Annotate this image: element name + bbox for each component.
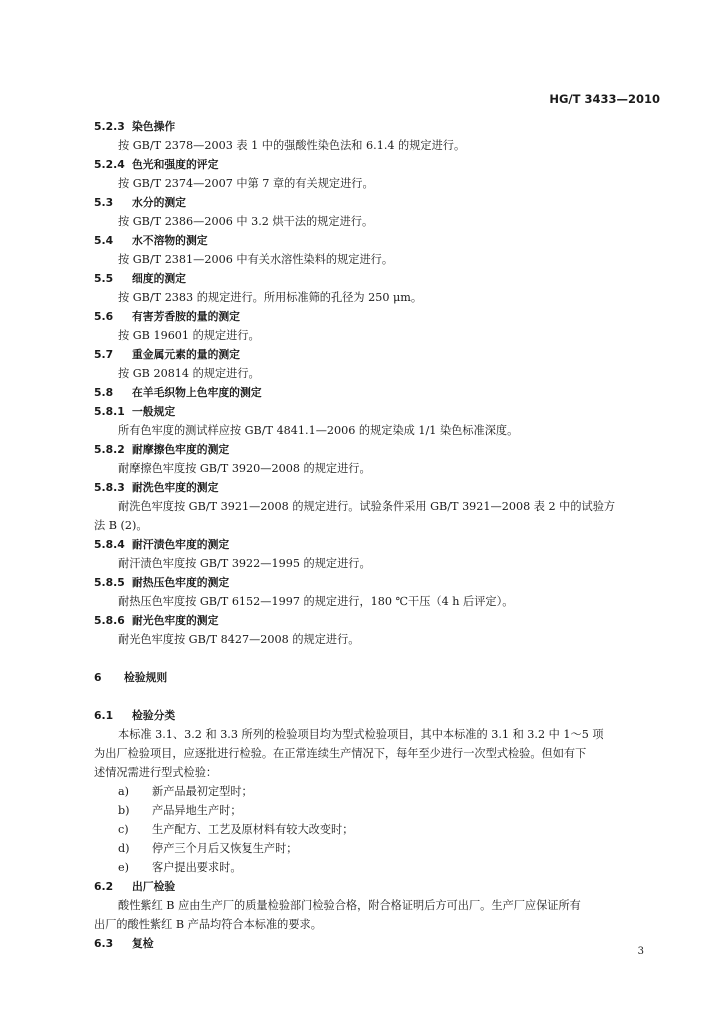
heading-title: 耐光色牢度的测定 xyxy=(132,614,219,627)
heading-5-6 xyxy=(94,307,660,326)
heading-title: 耐洗色牢度的测定 xyxy=(132,481,219,494)
heading-title: 出厂检验 xyxy=(132,880,176,893)
heading-5-8-5 xyxy=(94,573,660,592)
list-item xyxy=(94,801,660,820)
heading-5-5 xyxy=(94,269,660,288)
heading-number: 6.1 xyxy=(94,709,114,722)
heading-title: 一般规定 xyxy=(132,405,176,418)
heading-5-2-4 xyxy=(94,155,660,174)
list-item-text: 停产三个月后又恢复生产时； xyxy=(152,842,298,855)
list-item-text: 产品异地生产时； xyxy=(152,804,242,817)
paragraph: 按 GB/T 2381—2006 中有关水溶性染料的规定进行。 xyxy=(118,253,394,266)
paragraph: 按 GB 20814 的规定进行。 xyxy=(118,367,260,380)
paragraph-line: 耐洗色牢度按 GB/T 3921—2008 的规定进行。试验条件采用 GB/T 3921—2008 表 2 中的试验方 xyxy=(118,500,616,513)
paragraph: 按 GB/T 2386—2006 中 3.2 烘干法的规定进行。 xyxy=(118,215,374,228)
paragraph-line: 为出厂检验项目，应逐批进行检验。在正常连续生产情况下，每年至少进行一次型式检验。但如有下 xyxy=(94,747,587,760)
heading-5-8 xyxy=(94,383,660,402)
heading-number: 6.2 xyxy=(94,880,114,893)
list-item-label: d) xyxy=(118,842,130,855)
paragraph: 耐热压色牢度按 GB/T 6152—1997 的规定进行，180 ℃干压（4 h 后评定）。 xyxy=(118,595,514,608)
list-item xyxy=(94,782,660,801)
paragraph: 耐光色牢度按 GB/T 8427—2008 的规定进行。 xyxy=(118,633,360,646)
paragraph: 耐汗渍色牢度按 GB/T 3922—1995 的规定进行。 xyxy=(118,557,371,570)
heading-title: 检验规则 xyxy=(124,671,168,684)
heading-6-2 xyxy=(94,877,660,896)
heading-5-8-6 xyxy=(94,611,660,630)
document-code: HG/T 3433—2010 xyxy=(549,92,660,106)
heading-title: 水分的测定 xyxy=(132,196,186,209)
heading-5-8-3 xyxy=(94,478,660,497)
heading-title: 有害芳香胺的量的测定 xyxy=(132,310,240,323)
spacer xyxy=(94,649,660,668)
heading-number: 5.2.3 xyxy=(94,120,125,133)
heading-number: 5.8.6 xyxy=(94,614,125,627)
heading-5-8-4 xyxy=(94,535,660,554)
heading-number: 5.5 xyxy=(94,272,114,285)
list-item-text: 新产品最初定型时； xyxy=(152,785,253,798)
document-body xyxy=(94,117,660,953)
paragraph: 按 GB/T 2383 的规定进行。所用标准筛的孔径为 250 μm。 xyxy=(118,291,423,304)
heading-number: 5.4 xyxy=(94,234,114,247)
list-item-label: a) xyxy=(118,785,130,798)
paragraph: 耐摩擦色牢度按 GB/T 3920—2008 的规定进行。 xyxy=(118,462,371,475)
heading-title: 检验分类 xyxy=(132,709,176,722)
paragraph: 按 GB/T 2378—2003 表 1 中的强酸性染色法和 6.1.4 的规定进行。 xyxy=(118,139,466,152)
page-number: 3 xyxy=(637,946,644,957)
heading-title: 耐汗渍色牢度的测定 xyxy=(132,538,230,551)
heading-title: 耐热压色牢度的测定 xyxy=(132,576,230,589)
paragraph-line: 酸性紫红 B 应由生产厂的质量检验部门检验合格，附合格证明后方可出厂。生产厂应保证所有 xyxy=(118,899,581,912)
paragraph: 按 GB/T 2374—2007 中第 7 章的有关规定进行。 xyxy=(118,177,374,190)
paragraph: 所有色牢度的测试样应按 GB/T 4841.1—2006 的规定染成 1/1 染色标准深度。 xyxy=(118,424,519,437)
heading-number: 6 xyxy=(94,671,102,684)
paragraph-line: 述情况需进行型式检验： xyxy=(94,766,218,779)
heading-6-1 xyxy=(94,706,660,725)
heading-number: 5.8.1 xyxy=(94,405,125,418)
list-item xyxy=(94,839,660,858)
heading-number: 6.3 xyxy=(94,937,114,950)
heading-title: 在羊毛织物上色牢度的测定 xyxy=(132,386,262,399)
heading-5-8-2 xyxy=(94,440,660,459)
spacer xyxy=(94,687,660,706)
heading-5-2-3 xyxy=(94,117,660,136)
list-item-label: e) xyxy=(118,861,129,874)
paragraph-line: 法 B (2)。 xyxy=(94,519,148,532)
list-item-label: b) xyxy=(118,804,130,817)
list-item-label: c) xyxy=(118,823,129,836)
heading-number: 5.8 xyxy=(94,386,114,399)
heading-title: 细度的测定 xyxy=(132,272,186,285)
list-item-text: 生产配方、工艺及原材料有较大改变时； xyxy=(152,823,354,836)
heading-number: 5.3 xyxy=(94,196,114,209)
heading-title: 重金属元素的量的测定 xyxy=(132,348,240,361)
heading-6-3 xyxy=(94,934,660,953)
heading-title: 复检 xyxy=(132,937,154,950)
list-item xyxy=(94,858,660,877)
list-item xyxy=(94,820,660,839)
heading-number: 5.8.5 xyxy=(94,576,125,589)
heading-number: 5.2.4 xyxy=(94,158,125,171)
heading-number: 5.7 xyxy=(94,348,114,361)
heading-number: 5.8.2 xyxy=(94,443,125,456)
heading-title: 水不溶物的测定 xyxy=(132,234,208,247)
list-item-text: 客户提出要求时。 xyxy=(152,861,242,874)
paragraph: 按 GB 19601 的规定进行。 xyxy=(118,329,260,342)
paragraph-line: 本标准 3.1、3.2 和 3.3 所列的检验项目均为型式检验项目，其中本标准的 3.1 和 3.2 中 1～5 项 xyxy=(118,728,604,741)
paragraph-line: 出厂的酸性紫红 B 产品均符合本标准的要求。 xyxy=(94,918,322,931)
heading-6 xyxy=(94,668,660,687)
heading-title: 色光和强度的评定 xyxy=(132,158,219,171)
heading-number: 5.8.4 xyxy=(94,538,125,551)
heading-title: 耐摩擦色牢度的测定 xyxy=(132,443,230,456)
heading-5-7 xyxy=(94,345,660,364)
heading-number: 5.8.3 xyxy=(94,481,125,494)
heading-title: 染色操作 xyxy=(132,120,176,133)
heading-5-4 xyxy=(94,231,660,250)
heading-number: 5.6 xyxy=(94,310,114,323)
heading-5-3 xyxy=(94,193,660,212)
heading-5-8-1 xyxy=(94,402,660,421)
